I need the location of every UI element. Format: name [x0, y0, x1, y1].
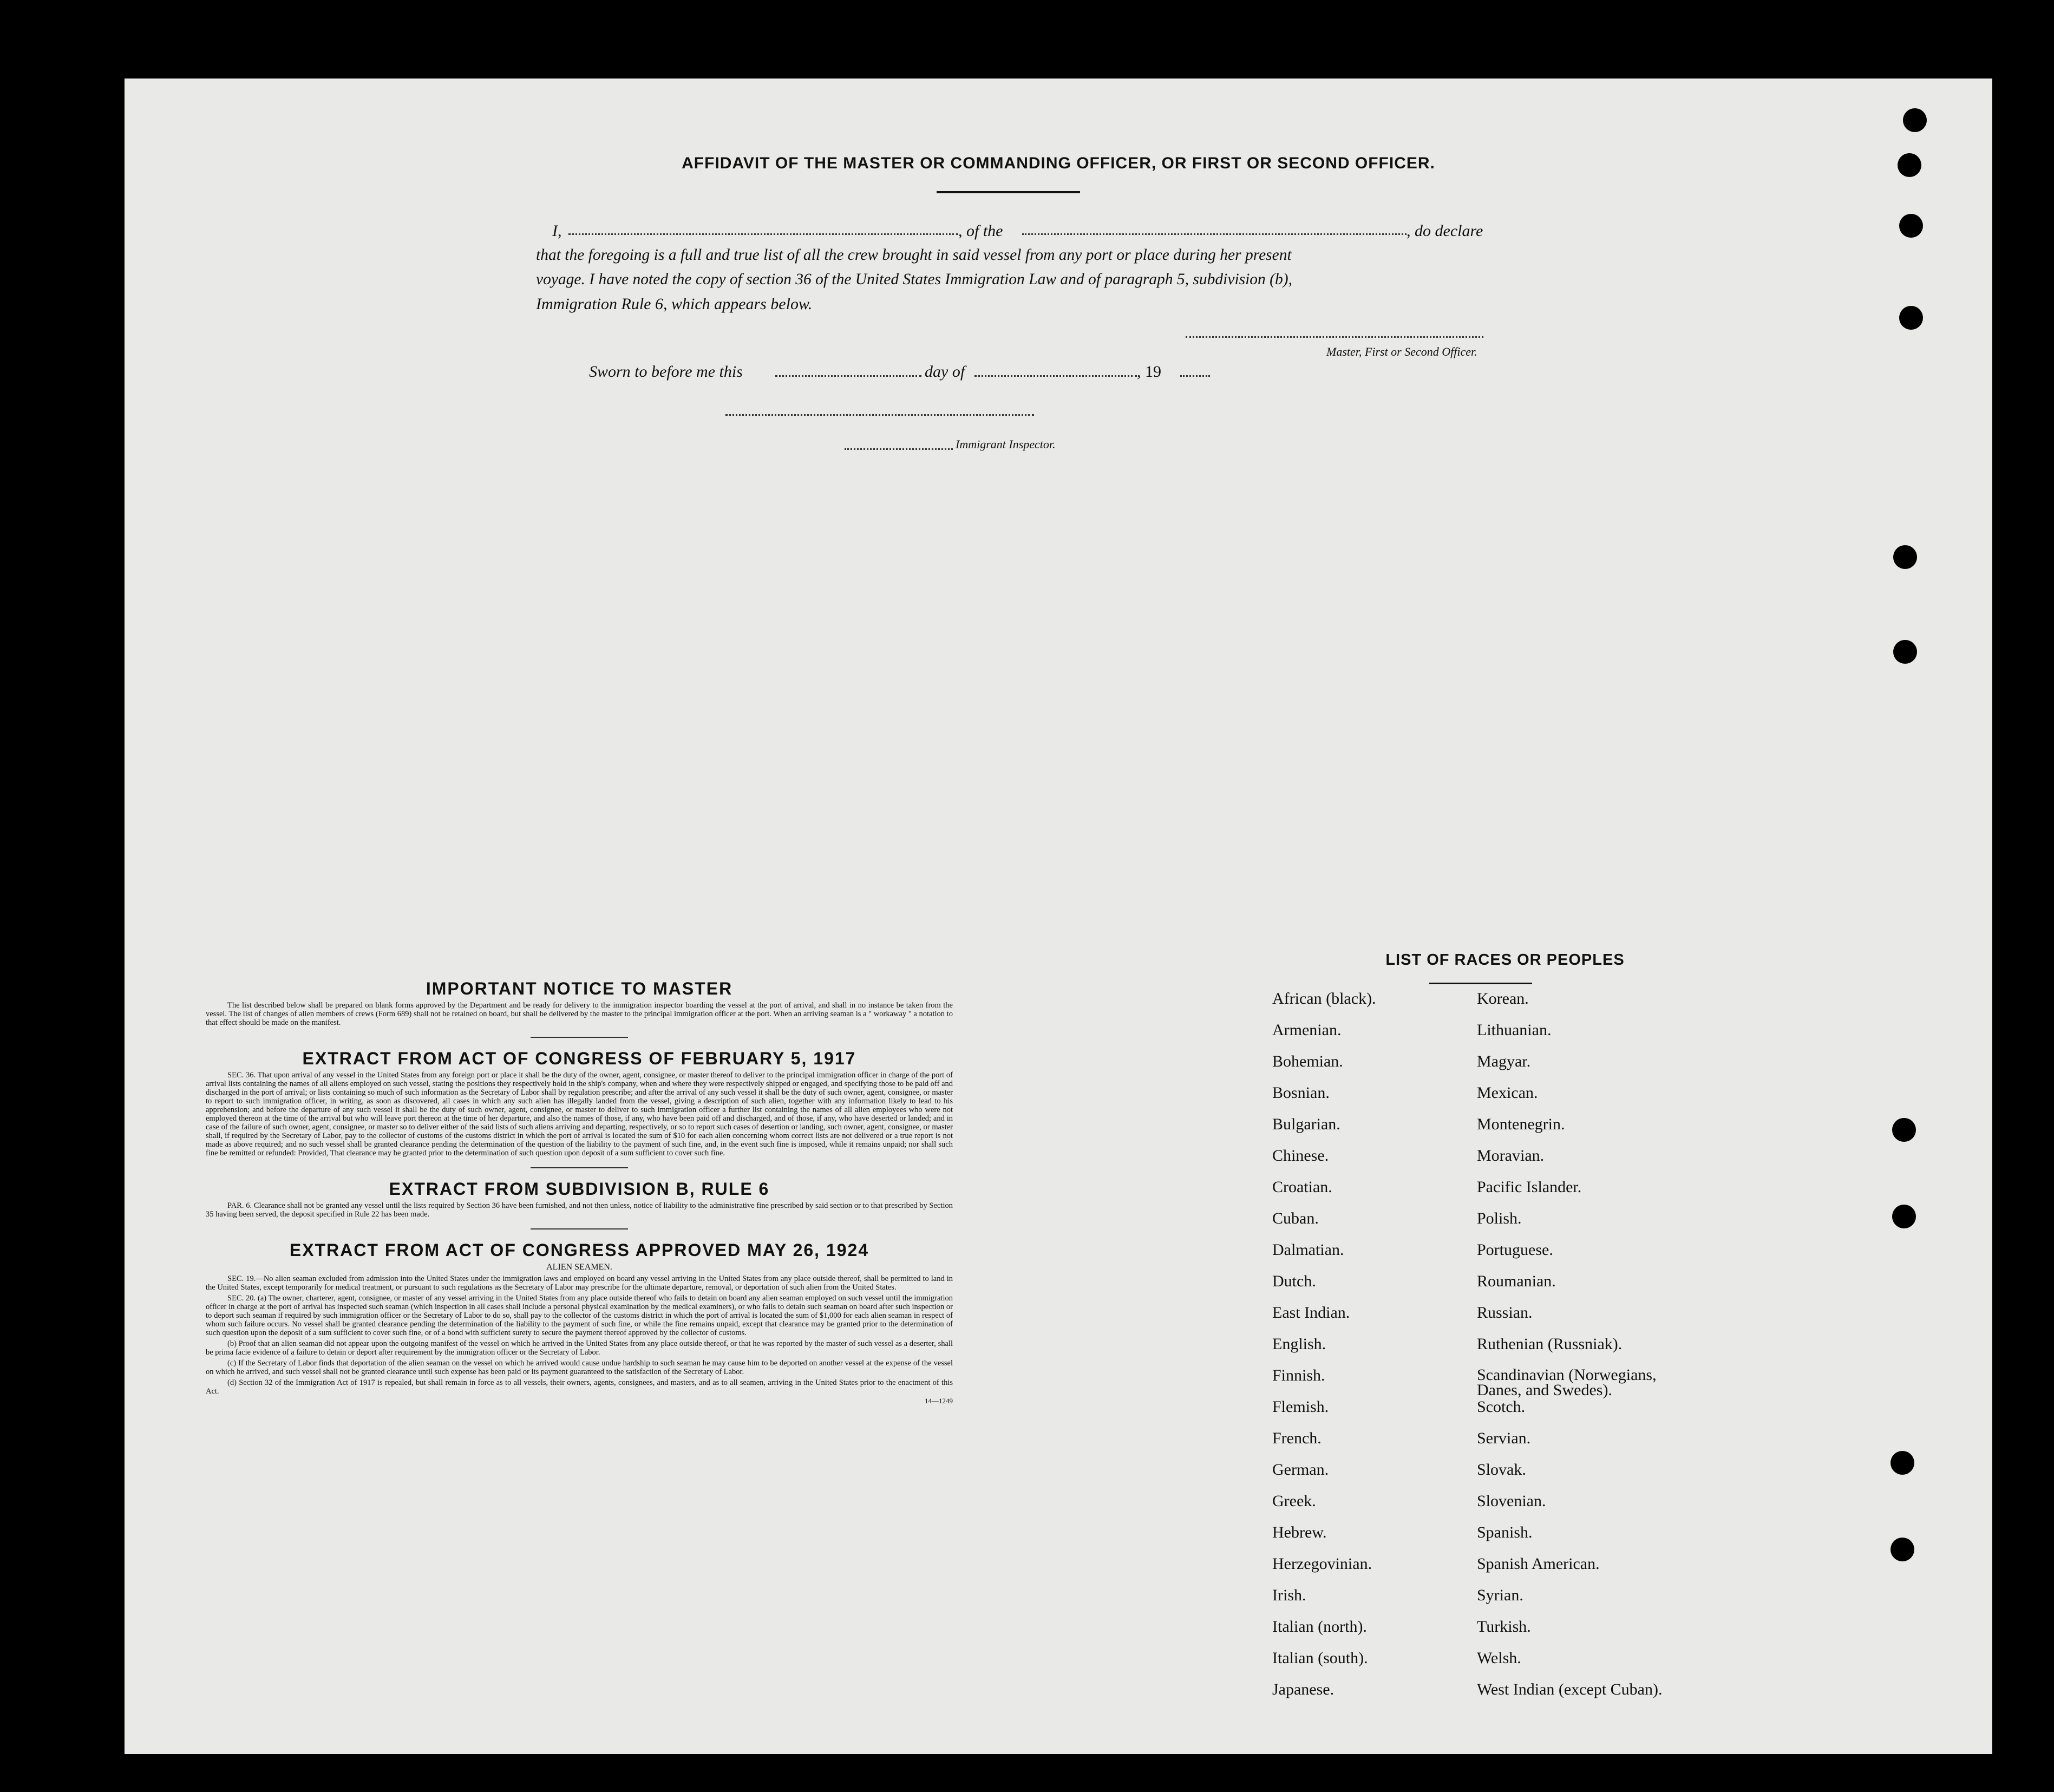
race-item: German.: [1272, 1461, 1329, 1479]
race-item: East Indian.: [1272, 1304, 1350, 1322]
sworn-day-blank[interactable]: [775, 375, 921, 377]
race-item: Herzegovinian.: [1272, 1555, 1372, 1573]
master-signature-line[interactable]: [1186, 336, 1483, 338]
race-item: Scandinavian (Norwegians, Danes, and Swedes).: [1477, 1366, 1657, 1399]
extract-1924-sec19: SEC. 19.—No alien seaman excluded from admission into the United States under the immigration laws and employed on board any vessel arriving in the United States from any place outside thereof, shall be permitted to land in the United States, except temporarily for medical treatment, or pursuant to such regulations as the Secretary of Labor may prescribe for the ultimate departure, removal, or deportation of such alien from the United States.: [206, 1274, 953, 1292]
form-number: 14—1249: [925, 1397, 953, 1405]
race-item: Mexican.: [1477, 1084, 1538, 1102]
race-item: Magyar.: [1477, 1052, 1531, 1070]
punch-hole: [1891, 1451, 1914, 1475]
race-item: Pacific Islander.: [1477, 1178, 1582, 1196]
notice-body: The list described below shall be prepared on blank forms approved by the Department and be ready for delivery to the immigration inspector boarding the vessel at the port of arrival, and shall in no instance be taken from the vessel. The list of changes of alien members of crews (Form 689) shall not be retained on board, but shall be delivered by the master to the principal immigration officer at the port. When an arriving seaman is a " workaway " a notation to that effect should be made on the manifest.: [206, 1001, 953, 1027]
race-item: Polish.: [1477, 1209, 1522, 1227]
extract-1924-sec20b: (b) Proof that an alien seaman did not appear upon the outgoing manifest of the vessel on which he arrived in the United States from any place outside thereof, or that he was reported by the master of such vessel as a deserter, shall be prima facie evidence of a failure to detain or deport after requirement by the immigration officer or the Secretary of Labor.: [206, 1339, 953, 1357]
race-item: Japanese.: [1272, 1680, 1335, 1698]
race-item: Lithuanian.: [1477, 1021, 1552, 1039]
extract-1917-title: EXTRACT FROM ACT OF CONGRESS OF FEBRUARY 5, 1917: [302, 1049, 856, 1068]
document-page: [125, 79, 1992, 1754]
punch-hole: [1898, 153, 1921, 177]
divider: [531, 1037, 628, 1038]
race-item: Chinese.: [1272, 1147, 1329, 1165]
race-item: Greek.: [1272, 1492, 1316, 1510]
punch-hole: [1893, 640, 1917, 664]
race-item: Russian.: [1477, 1304, 1533, 1322]
race-item: Turkish.: [1477, 1618, 1531, 1636]
race-item: Ruthenian (Russniak).: [1477, 1335, 1623, 1353]
race-item: Welsh.: [1477, 1649, 1521, 1667]
race-item: English.: [1272, 1335, 1326, 1353]
extract-1924-sec20d: (d) Section 32 of the Immigration Act of 1917 is repealed, but shall remain in force as to all vessels, their owners, agents, consignees, and masters, and as to all seamen, arriving in the United States prior to the enactment of this Act.: [206, 1378, 953, 1396]
race-item: Servian.: [1477, 1429, 1531, 1447]
race-item: Slovenian.: [1477, 1492, 1546, 1510]
race-item: Dalmatian.: [1272, 1241, 1344, 1259]
race-item: West Indian (except Cuban).: [1477, 1680, 1663, 1698]
declaration-do-declare: , do declare: [1407, 222, 1483, 240]
notice-section: [206, 979, 953, 1405]
race-item: Croatian.: [1272, 1178, 1332, 1196]
sworn-month-blank[interactable]: [974, 375, 1137, 377]
sworn-day-of: day of: [925, 363, 965, 381]
race-item: Moravian.: [1477, 1147, 1545, 1165]
inspector-signature-line[interactable]: [725, 414, 1034, 416]
races-title-underline: [1429, 983, 1532, 984]
race-item: Bohemian.: [1272, 1052, 1343, 1070]
race-item: Montenegrin.: [1477, 1115, 1565, 1133]
extract-1924-title: EXTRACT FROM ACT OF CONGRESS APPROVED MAY 26, 1924: [289, 1240, 869, 1260]
race-item: Bosnian.: [1272, 1084, 1330, 1102]
title-underline: [937, 191, 1080, 193]
sworn-text: Sworn to before me this: [589, 363, 743, 381]
race-item: Italian (south).: [1272, 1649, 1368, 1667]
race-item: Hebrew.: [1272, 1523, 1327, 1541]
punch-hole: [1892, 1118, 1916, 1142]
extract-rule6-title: EXTRACT FROM SUBDIVISION B, RULE 6: [389, 1179, 770, 1199]
declaration-line-1: [552, 222, 562, 240]
notice-title: IMPORTANT NOTICE TO MASTER: [426, 979, 733, 998]
vessel-blank[interactable]: [1022, 233, 1407, 235]
declaration-i: I,: [552, 222, 562, 240]
extract-1924-subtitle: ALIEN SEAMEN.: [546, 1263, 612, 1272]
punch-hole: [1893, 545, 1917, 569]
extract-1924-sec20c: (c) If the Secretary of Labor finds that deportation of the alien seaman on the vessel on which he arrived would cause undue hardship to such seaman he may cause him to be deported on another vessel at the expense of the vessel on which he arrived, and such vessel shall not be granted clearance until such expense has been paid or its payment guaranteed to the satisfaction of the Secretary of Labor.: [206, 1359, 953, 1376]
extract-1917-body: SEC. 36. That upon arrival of any vessel in the United States from any foreign port or place it shall be the duty of the owner, agent, consignee, or master thereof to deliver to the principal immigration officer in charge of the port of arrival lists containing the names of all aliens employed on such vessel, stating the positions they respectively hold in the ship's company, when and where they were respectively shipped or engaged, and specifying those to be paid off and discharged in the port of arrival; or lists containing so much of such information as the Secretary of Labor shall by regulation prescribe; and after the arrival of any such vessel it shall be the duty of such owner, agent, consignee, or master to report to such immigration officer, in writing, as soon as discovered, all cases in which any such alien has illegally landed from the vessel, giving a description of such alien, together with any information likely to lead to his apprehension; and before the departure of any such vessel it shall be the duty of such owner, agent, consignee, or master to deliver to such immigration officer a further list containing the names of all alien employees who were not employed thereon at the time of the arrival but who will leave port thereon at the time of her departure, and also the names of those, if any, who have been paid off and discharged, and of those, if any, who have deserted or landed; and in case of the failure of such owner, agent, consignee, or master so to deliver either of the said lists of such aliens arriving and departing, respectively, or so to report such cases of desertion or landing, such owner, agent, consignee, or master shall, if required by the Secretary of Labor, pay to the collector of customs of the customs district in which the port of arrival is located the sum of $10 for each alien concerning whom correct lists are not delivered or a true report is not made as above required; and no such vessel shall be granted clearance pending the determination of the question of the liability to the payment of such fine, and, in the event such fine is imposed, while it remains unpaid; nor shall such fine be remitted or refunded: Provided, That clearance may be granted prior to the determination of such question upon deposit of a sum sufficient to cover such fine.: [206, 1071, 953, 1157]
name-blank[interactable]: [568, 233, 958, 235]
divider: [531, 1228, 628, 1229]
race-item: Italian (north).: [1272, 1618, 1367, 1636]
races-right-column: [1477, 991, 1693, 1713]
races-title: LIST OF RACES OR PEOPLES: [1385, 951, 1625, 969]
race-item: French.: [1272, 1429, 1322, 1447]
race-item: Portuguese.: [1477, 1241, 1553, 1259]
sworn-year-blank[interactable]: [1180, 375, 1210, 377]
race-item: Slovak.: [1477, 1461, 1526, 1479]
declaration-of-the: , of the: [958, 222, 1003, 240]
race-item: Spanish.: [1477, 1523, 1533, 1541]
race-item: Korean.: [1477, 990, 1529, 1008]
race-item: Armenian.: [1272, 1021, 1342, 1039]
punch-hole: [1899, 214, 1923, 238]
declaration-line-4: Immigration Rule 6, which appears below.: [536, 295, 813, 313]
inspector-signature-label: Immigrant Inspector.: [956, 437, 1056, 451]
race-item: Flemish.: [1272, 1398, 1329, 1416]
declaration-line-3: voyage. I have noted the copy of section 36 of the United States Immigration Law and of paragraph 5, subdivision (b),: [536, 271, 1292, 288]
race-item: Spanish American.: [1477, 1555, 1600, 1573]
extract-1924-sec20a: SEC. 20. (a) The owner, charterer, agent, consignee, or master of any vessel arriving in the United States from any place outside thereof who fails to detain on board any alien seaman employed on such vessel until the immigration officer in charge at the port of arrival has inspected such seaman (which inspection in all cases shall include a personal physical examination by the medical examiners), or who fails to detain such seaman on board after such inspection or to deport such seaman if required by such immigration officer or the Secretary of Labor to do so, shall pay to the collector of the customs district in which the port of arrival is located the sum of $1,000 for each alien seaman in respect of whom such failure occurs. No vessel shall be granted clearance pending the determination of the liability to the payment of such fine, or while the fine remains unpaid, except that clearance may be granted prior to the determination of such question upon the deposit of a sum sufficient to cover such fine, or of a bond with sufficient surety to secure the payment thereof approved by the collector of customs.: [206, 1294, 953, 1337]
race-item: Cuban.: [1272, 1209, 1319, 1227]
punch-hole: [1891, 1538, 1914, 1561]
race-item: Finnish.: [1272, 1366, 1325, 1384]
race-item: Dutch.: [1272, 1272, 1316, 1290]
extract-rule6-body: PAR. 6. Clearance shall not be granted any vessel until the lists required by Section 36 have been furnished, and not then unless, notice of liability to the administrative fine prescribed by said section or to that prescribed by Section 35 having been served, the deposit specified in Rule 22 has been made.: [206, 1201, 953, 1219]
race-item: Scotch.: [1477, 1398, 1526, 1416]
inspector-signature-line-2[interactable]: [845, 448, 953, 450]
sworn-year: , 19: [1137, 363, 1161, 381]
declaration-line-2: that the foregoing is a full and true list of all the crew brought in said vessel from any port or place during her present: [536, 246, 1292, 264]
punch-hole: [1892, 1205, 1916, 1228]
affidavit-title: AFFIDAVIT OF THE MASTER OR COMMANDING OFFICER, OR FIRST OR SECOND OFFICER.: [682, 154, 1435, 172]
race-item: Roumanian.: [1477, 1272, 1556, 1290]
race-item: Syrian.: [1477, 1586, 1523, 1604]
punch-hole: [1903, 108, 1927, 132]
punch-hole: [1899, 306, 1923, 330]
race-item: Bulgarian.: [1272, 1115, 1340, 1133]
divider: [531, 1167, 628, 1168]
master-signature-label: Master, First or Second Officer.: [1326, 345, 1477, 358]
race-item: African (black).: [1272, 990, 1376, 1008]
races-left-column: [1272, 991, 1376, 1713]
race-item: Irish.: [1272, 1586, 1306, 1604]
